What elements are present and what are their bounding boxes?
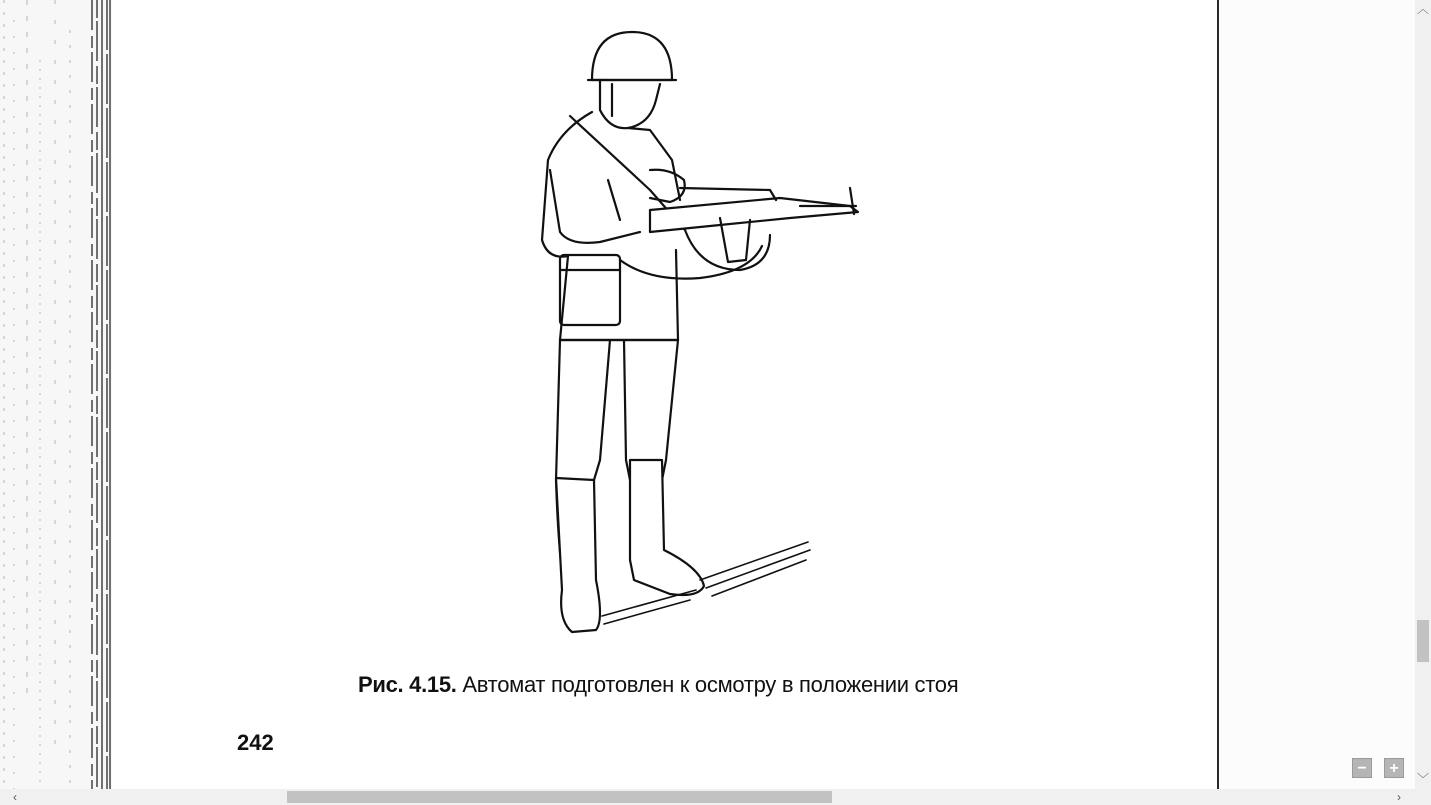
figure-caption-text: Автомат подготовлен к осмотру в положении стоя [462, 672, 959, 697]
scrollbar-corner [1415, 789, 1431, 805]
zoom-out-button[interactable]: − [1352, 758, 1372, 778]
scanned-margin-artifact [0, 0, 112, 789]
page-right-margin [1219, 0, 1415, 789]
vertical-scrollbar[interactable] [1415, 0, 1431, 789]
horizontal-scrollbar[interactable] [0, 789, 1415, 805]
figure-caption [358, 672, 958, 698]
zoom-in-button[interactable]: + [1384, 758, 1404, 778]
horizontal-scroll-thumb[interactable] [287, 791, 832, 803]
chevron-down-icon[interactable]: ﹀ [1416, 772, 1429, 786]
chevron-up-icon[interactable]: ︿ [1416, 2, 1429, 16]
figure-caption-number: Рис. 4.15. [358, 672, 457, 697]
soldier-with-rifle-illustration [500, 20, 880, 650]
page-edge-line [1217, 0, 1219, 805]
vertical-scroll-thumb[interactable] [1417, 620, 1429, 662]
chevron-left-icon[interactable]: ‹ [13, 790, 17, 804]
chevron-right-icon[interactable]: › [1397, 790, 1401, 804]
page-number: 242 [237, 730, 274, 755]
